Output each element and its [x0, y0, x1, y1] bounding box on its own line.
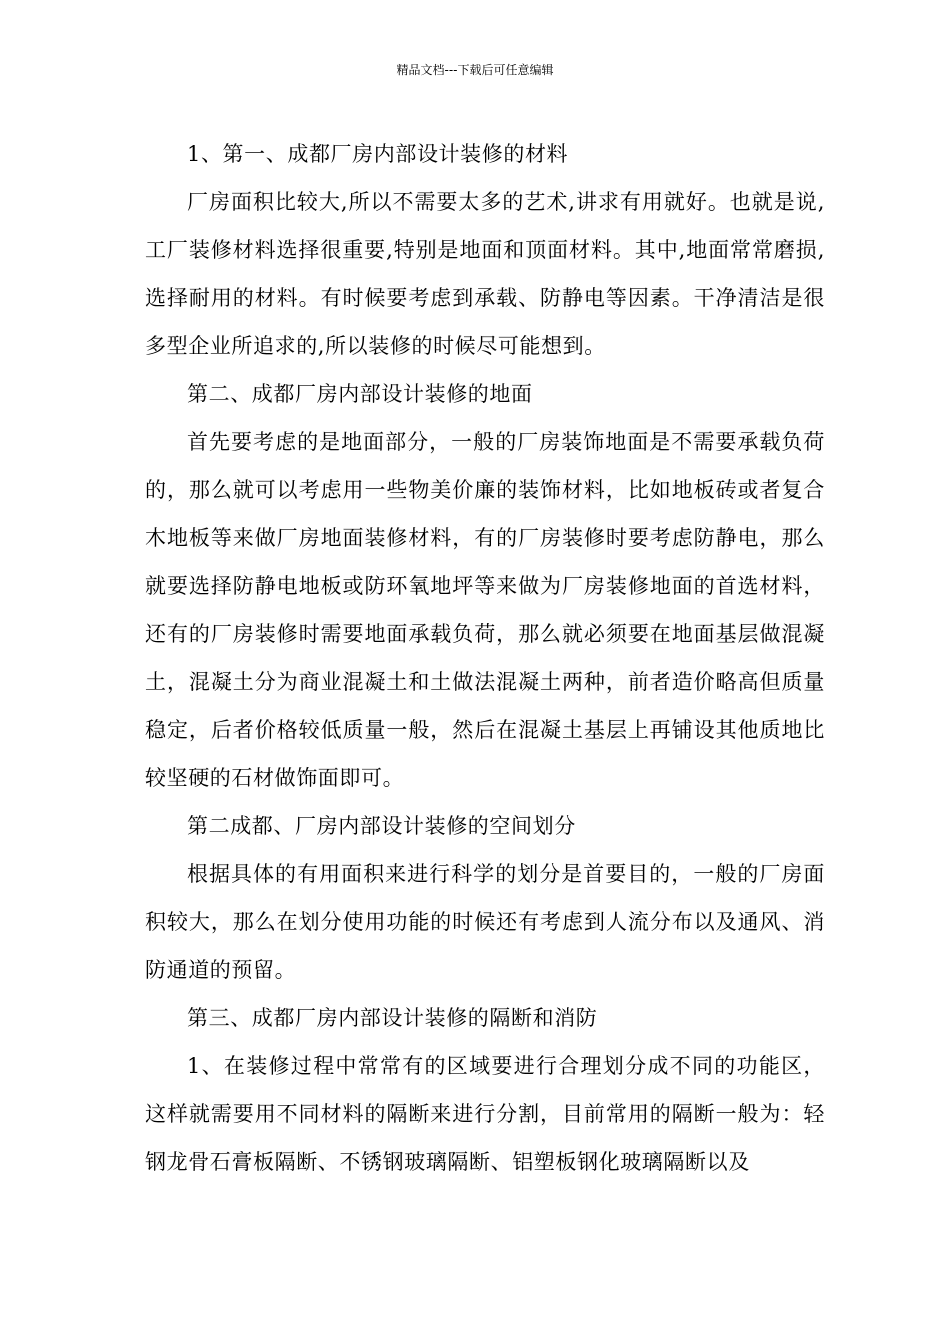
paragraph-materials: 厂房面积比较大,所以不需要太多的艺术,讲求有用就好。也就是说,工厂装修材料选择很重要,特别是地面和顶面材料。其中,地面常常磨损,选择耐用的材料。有时候要考虑到承载、防静电等因素。干净清洁是很多型企业所追求的,所以装修的时候尽可能想到。	[145, 190, 825, 358]
section-heading-space: 第二成都、厂房内部设计装修的空间划分	[187, 814, 576, 838]
section-heading-materials: 1、第一、成都厂房内部设计装修的材料	[187, 142, 569, 166]
paragraph-partition: 1、在装修过程中常常有的区域要进行合理划分成不同的功能区，这样就需要用不同材料的隔断来进行分割，目前常用的隔断一般为：轻钢龙骨石膏板隔断、不锈钢玻璃隔断、铝塑板钢化玻璃隔断以及	[145, 1054, 825, 1174]
paragraph-space: 根据具体的有用面积来进行科学的划分是首要目的，一般的厂房面积较大，那么在划分使用功能的时候还有考虑到人流分布以及通风、消防通道的预留。	[145, 862, 825, 982]
paragraph-floor: 首先要考虑的是地面部分，一般的厂房装饰地面是不需要承载负荷的，那么就可以考虑用一些物美价廉的装饰材料，比如地板砖或者复合木地板等来做厂房地面装修材料，有的厂房装修时要考虑防静电，那么就要选择防静电地板或防环氧地坪等来做为厂房装修地面的首选材料，还有的厂房装修时需要地面承载负荷，那么就必须要在地面基层做混凝土，混凝土分为商业混凝土和土做法混凝土两种，前者造价略高但质量稳定，后者价格较低质量一般，然后在混凝土基层上再铺设其他质地比较坚硬的石材做饰面即可。	[145, 430, 825, 790]
section-heading-floor: 第二、成都厂房内部设计装修的地面	[187, 382, 533, 406]
page-header: 精品文档---下载后可任意编辑	[396, 63, 554, 77]
section-heading-partition: 第三、成都厂房内部设计装修的隔断和消防	[187, 1006, 598, 1030]
document-body	[145, 130, 825, 1186]
